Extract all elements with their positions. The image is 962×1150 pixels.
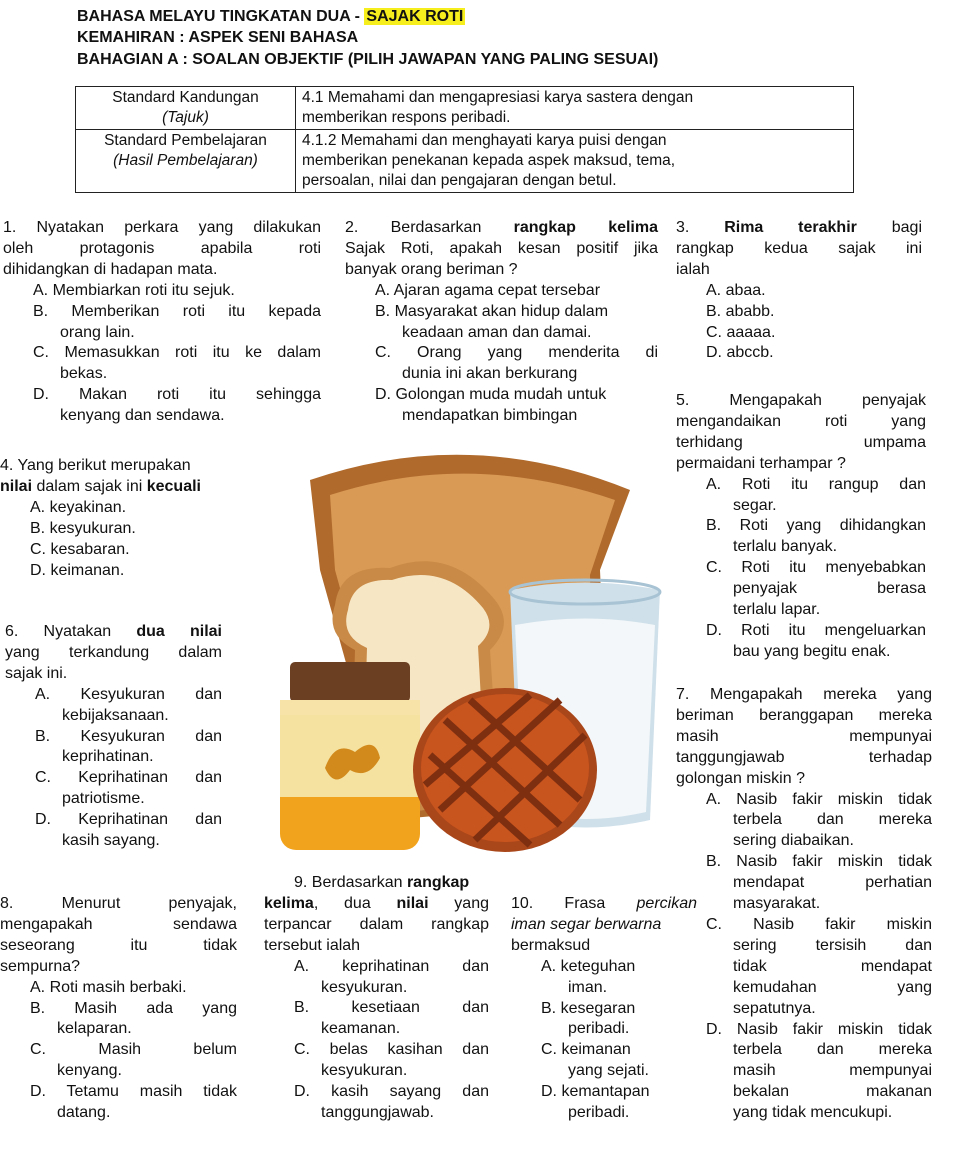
answer-option-continued: keadaan aman dan damai. <box>402 323 592 341</box>
question-1 <box>3 218 321 427</box>
standard-label: Standard Pembelajaran <box>104 132 267 149</box>
answer-option[interactable]: C. Orang yang menderita di <box>375 344 658 362</box>
answer-option[interactable]: A. Ajaran agama cepat tersebar <box>375 281 601 299</box>
question-text: bermaksud <box>511 936 591 954</box>
question-text: 2. Berdasarkan <box>345 219 514 236</box>
answer-option-continued: yang tidak mencukupi. <box>733 1104 893 1122</box>
answer-option-continued: orang lain. <box>60 323 135 341</box>
question-text: tanggungjawab terhadap <box>676 748 932 766</box>
answer-option[interactable]: B. kesetiaan dan <box>294 999 489 1017</box>
title-highlight: SAJAK ROTI <box>366 8 464 25</box>
question-4 <box>0 456 240 581</box>
question-text: terhidang umpama <box>676 433 926 451</box>
answer-option[interactable]: C. Roti itu menyebabkan <box>706 559 926 577</box>
answer-option-continued: bekalan makanan <box>733 1083 932 1101</box>
question-emphasis: rangkap kelima <box>513 219 659 236</box>
answer-option[interactable]: A. Roti masih berbaki. <box>30 978 187 996</box>
question-text: tersebut ialah <box>264 936 361 954</box>
question-text <box>264 894 489 915</box>
question-text: 3. <box>676 219 725 236</box>
answer-option-continued: terlalu banyak. <box>733 538 838 556</box>
answer-option-continued: tidak mendapat <box>733 957 932 975</box>
jam-jar-icon <box>280 662 420 850</box>
answer-option[interactable]: B. Roti yang dihidangkan <box>706 517 926 535</box>
standard-label: Standard Kandungan <box>112 89 259 106</box>
standards-label-cell <box>76 130 296 193</box>
answer-option-continued: terbela dan mereka <box>733 811 932 829</box>
question-text: 9. Berdasarkan <box>294 874 407 891</box>
answer-option-continued: iman. <box>568 978 608 996</box>
answer-option[interactable]: A. Kesyukuran dan <box>35 685 222 703</box>
standard-sublabel: (Hasil Pembelajaran) <box>113 152 258 169</box>
question-text: sajak ini. <box>5 664 68 682</box>
answer-option-continued: mendapat perhatian <box>733 874 932 892</box>
question-text <box>264 873 489 894</box>
answer-option[interactable]: B. kesyukuran. <box>30 519 136 537</box>
answer-option[interactable]: B. ababb. <box>706 302 775 320</box>
standard-text: 4.1 Memahami dan mengapresiasi karya sastera dengan <box>302 89 694 106</box>
answer-option[interactable]: B. kesegaran <box>541 999 636 1017</box>
answer-option-continued: kenyang dan sendawa. <box>60 407 225 425</box>
question-text <box>0 477 240 498</box>
answer-option[interactable]: D. keimanan. <box>30 561 125 579</box>
question-text <box>676 218 922 239</box>
question-emphasis: kecuali <box>146 477 201 495</box>
answer-option[interactable]: A. Roti itu rangup dan <box>706 475 926 493</box>
answer-option[interactable]: C. keimanan <box>541 1041 631 1059</box>
answer-option[interactable]: B. Memberikan roti itu kepada <box>33 302 321 320</box>
answer-option[interactable]: D. Keprihatinan dan <box>35 811 222 829</box>
question-text: oleh protagonis apabila roti <box>3 239 321 257</box>
standard-text: persoalan, nilai dan pengajaran dengan betul. <box>302 172 617 189</box>
answer-option[interactable]: A. Nasib fakir miskin tidak <box>706 790 932 808</box>
question-text: 10. Frasa <box>511 895 637 912</box>
answer-option-continued: masih mempunyai <box>733 1062 932 1080</box>
answer-option[interactable]: D. kasih sayang dan <box>294 1083 489 1101</box>
question-text: yang terkandung dalam <box>5 643 222 661</box>
section-heading: BAHAGIAN A : SOALAN OBJEKTIF (PILIH JAWAPAN YANG PALING SESUAI) <box>77 51 659 68</box>
bun-icon <box>413 688 597 852</box>
answer-option-continued: patriotisme. <box>62 790 145 808</box>
answer-option[interactable]: A. abaa. <box>706 281 766 299</box>
answer-option-continued: sering tersisih dan <box>733 936 932 954</box>
question-emphasis: nilai <box>396 894 429 912</box>
answer-option[interactable]: C. Masih belum <box>30 1041 237 1059</box>
answer-option[interactable]: A. keteguhan <box>541 957 636 975</box>
answer-option[interactable]: B. Kesyukuran dan <box>35 727 222 745</box>
question-5 <box>676 391 926 663</box>
answer-option[interactable]: B. Nasib fakir miskin tidak <box>706 853 932 871</box>
question-text: dihidangkan di hadapan mata. <box>3 260 218 278</box>
question-text <box>5 622 222 643</box>
answer-option[interactable]: B. Masyarakat akan hidup dalam <box>375 302 609 320</box>
question-text: banyak orang beriman ? <box>345 260 518 278</box>
question-10 <box>511 894 697 1124</box>
question-6 <box>5 622 222 852</box>
question-text <box>511 894 697 915</box>
question-text: rangkap kedua sajak ini <box>676 239 922 257</box>
question-text: masih mempunyai <box>676 727 932 745</box>
question-7 <box>676 685 932 1124</box>
question-8 <box>0 894 237 1124</box>
answer-option-continued: penyajak berasa <box>733 580 926 598</box>
answer-option-continued: bau yang begitu enak. <box>733 642 891 660</box>
title-prefix: BAHASA MELAYU TINGKATAN DUA - <box>77 8 365 25</box>
question-text <box>345 218 658 239</box>
answer-option-continued: kesyukuran. <box>321 1062 408 1080</box>
question-text: 4. Yang berikut merupakan <box>0 457 191 474</box>
question-text: 1. Nyatakan perkara yang dilakukan <box>3 219 321 236</box>
question-text: permaidani terhampar ? <box>676 454 846 472</box>
skill-heading: KEMAHIRAN : ASPEK SENI BAHASA <box>77 29 359 46</box>
question-emphasis: iman segar berwarna <box>511 915 662 933</box>
question-text: terpancar dalam rangkap <box>264 915 489 933</box>
answer-option[interactable]: C. Keprihatinan dan <box>35 769 222 787</box>
question-text: mengapakah sendawa <box>0 915 237 933</box>
question-text: yang <box>428 894 490 912</box>
question-emphasis: rangkap <box>406 874 470 891</box>
answer-option[interactable]: C. Nasib fakir miskin <box>706 915 932 933</box>
answer-option-continued: tanggungjawab. <box>321 1103 434 1121</box>
page-title <box>77 7 465 27</box>
question-3 <box>676 218 922 364</box>
answer-option-continued: sepatutnya. <box>733 999 816 1017</box>
table-row <box>76 130 854 193</box>
answer-option[interactable]: D. Nasib fakir miskin tidak <box>706 1020 932 1038</box>
question-2 <box>345 218 658 427</box>
answer-option[interactable]: C. aaaaa. <box>706 323 776 341</box>
question-text: 5. Mengapakah penyajak <box>676 392 926 409</box>
standard-sublabel: (Tajuk) <box>162 109 209 126</box>
answer-option[interactable]: A. Membiarkan roti itu sejuk. <box>33 281 235 299</box>
standards-value-cell <box>296 130 854 193</box>
answer-option[interactable]: C. belas kasihan dan <box>294 1041 489 1059</box>
question-text: mengandaikan roti yang <box>676 412 926 430</box>
question-text: 7. Mengapakah mereka yang <box>676 686 932 703</box>
answer-option-continued: kemudahan yang <box>733 978 932 996</box>
standards-value-cell <box>296 87 854 130</box>
answer-option-continued: dunia ini akan berkurang <box>402 365 578 383</box>
question-text: 6. Nyatakan <box>5 623 137 640</box>
answer-option-continued: peribadi. <box>568 1020 630 1038</box>
question-text: sempurna? <box>0 957 81 975</box>
question-text: seseorang itu tidak <box>0 936 237 954</box>
question-text: golongan miskin ? <box>676 769 805 787</box>
answer-option-continued: datang. <box>57 1104 111 1122</box>
answer-option-continued: terbela dan mereka <box>733 1041 932 1059</box>
answer-option[interactable]: A. keyakinan. <box>30 498 127 516</box>
question-text: , dua <box>313 894 397 912</box>
question-emphasis: Rima terakhir <box>724 219 857 236</box>
answer-option-continued: keprihatinan. <box>62 748 154 766</box>
answer-option[interactable]: D. Tetamu masih tidak <box>30 1083 237 1101</box>
answer-option[interactable]: D. Makan roti itu sehingga <box>33 386 321 404</box>
standard-text: memberikan penekanan kepada aspek maksud, tema, <box>302 152 676 169</box>
answer-option-continued: yang sejati. <box>568 1062 649 1080</box>
answer-option-continued: mendapatkan bimbingan <box>402 407 578 425</box>
question-text: beriman beranggapan mereka <box>676 706 932 724</box>
answer-option-continued: kebijaksanaan. <box>62 706 169 724</box>
question-emphasis: kelima <box>264 894 314 912</box>
answer-option-continued: segar. <box>733 496 777 514</box>
standards-table <box>75 86 854 193</box>
answer-option[interactable]: A. keprihatinan dan <box>294 957 489 975</box>
answer-option-continued: kasih sayang. <box>62 832 160 850</box>
answer-option[interactable]: D. kemantapan <box>541 1083 650 1101</box>
answer-option-continued: keamanan. <box>321 1020 401 1038</box>
answer-option-continued: kenyang. <box>57 1062 122 1080</box>
answer-option-continued: kelaparan. <box>57 1020 132 1038</box>
answer-option-continued: kesyukuran. <box>321 978 408 996</box>
answer-option[interactable]: B. Masih ada yang <box>30 999 237 1017</box>
question-text: Sajak Roti, apakah kesan positif jika <box>345 239 658 257</box>
question-text: 8. Menurut penyajak, <box>0 895 237 912</box>
question-text: bagi <box>856 219 922 236</box>
answer-option-continued: masyarakat. <box>733 895 821 913</box>
answer-option-continued: peribadi. <box>568 1104 630 1122</box>
question-emphasis: percikan <box>636 895 697 912</box>
bread-jam-milk-illustration <box>240 450 680 880</box>
answer-option-continued: sering diabaikan. <box>733 832 854 850</box>
question-emphasis: dua nilai <box>136 623 222 640</box>
standards-label-cell <box>76 87 296 130</box>
answer-option[interactable]: C. kesabaran. <box>30 540 130 558</box>
answer-option[interactable]: C. Memasukkan roti itu ke dalam <box>33 344 321 362</box>
answer-option-continued: terlalu lapar. <box>733 601 821 619</box>
answer-option[interactable]: D. Roti itu mengeluarkan <box>706 621 926 639</box>
question-text: ialah <box>676 260 710 278</box>
answer-option-continued: bekas. <box>60 365 108 383</box>
answer-option[interactable]: D. Golongan muda mudah untuk <box>375 386 607 404</box>
question-text: dalam sajak ini <box>32 477 147 495</box>
standard-text: memberikan respons peribadi. <box>302 109 511 126</box>
question-emphasis: nilai <box>0 477 33 495</box>
answer-option[interactable]: D. abccb. <box>706 344 774 362</box>
table-row <box>76 87 854 130</box>
question-9 <box>264 873 489 1124</box>
standard-text: 4.1.2 Memahami dan menghayati karya puisi dengan <box>302 132 667 149</box>
